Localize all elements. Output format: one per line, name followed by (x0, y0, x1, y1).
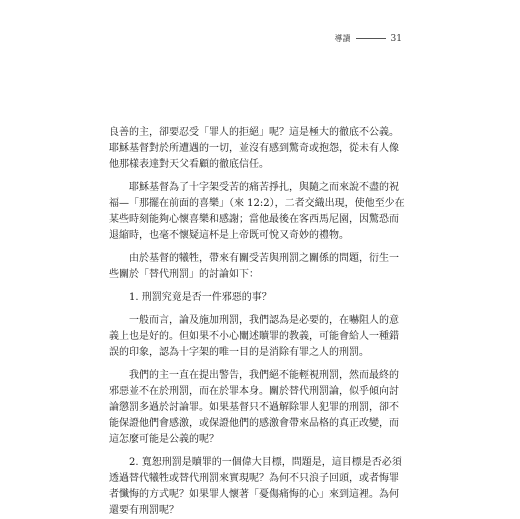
text-line: 誤的印象，認為十字架的唯一目的是消除有罪之人的刑罰。 (109, 347, 369, 358)
paragraph (109, 251, 417, 283)
text-line: 一般而言，論及施加刑罰，我們認為是必要的，在嚇阻人的意 (129, 315, 399, 326)
text-line: 還要有刑罰呢？ (109, 505, 179, 516)
paragraph (109, 368, 417, 448)
text-line: 良善的主，卻要忍受「罪人的拒絕」呢？這是極大的徹底不公義。 (109, 127, 399, 138)
paragraph (109, 125, 417, 173)
text-line: 能保證他們會感激，或保證他們的感激會帶來品格的真正改變，而 (109, 418, 399, 429)
text-line: 耶穌基督對於所遭遇的一切，並沒有感到驚奇或抱怨，從未有人像 (109, 143, 399, 154)
text-line: 由於基督的犧牲，帶來有關受苦與刑罰之關係的問題，衍生一 (129, 253, 399, 264)
text-line: 些關於「替代刑罰」的討論如下： (109, 269, 259, 280)
question-paragraph (109, 455, 417, 519)
text-line: 我們的主一直在提出警告，我們絕不能輕視刑罰，然而最終的 (129, 370, 399, 381)
text-line: 義上也是好的。但如果不小心闡述贖罪的教義，可能會給人一種錯 (109, 331, 399, 342)
text-line: 退縮時，也毫不懷疑這杯是上帝既可悅又奇妙的禮物。 (109, 230, 349, 241)
text-line: 者懺悔的方式呢？如果罪人懷著「憂傷痛悔的心」來到這裡。為何 (109, 489, 399, 500)
header-rule (356, 38, 386, 39)
section-title: 導讀 (334, 34, 351, 43)
text-line: 2. 寬恕刑罰是贖罪的一個偉大目標，問題是，這目標是否必須 (129, 457, 402, 468)
text-line: 某些時刻能夠心懷喜樂和感謝；當他最後在客西馬尼園，因驚恐而 (109, 214, 399, 225)
text-line: 耶穌基督為了十字架受苦的痛苦掙扎，與隨之而來說不盡的祝 (129, 182, 399, 193)
paragraph (109, 180, 417, 244)
text-line: 論懲罰多過於討論罪。如果基督只不過解除罪人犯罪的刑罰，卻不 (109, 402, 399, 413)
text-line: 這怎麼可能是公義的呢？ (109, 434, 219, 445)
text-line: 透過替代犧牲或替代刑罰來實現呢？為何不只浪子回頭，或者悔罪 (109, 473, 399, 484)
text-line: 福—「那擺在前面的喜樂」（來 12:2），二者交織出現，使他至少在 (109, 198, 405, 209)
text-line: 1. 刑罰究竟是否一件邪惡的事？ (129, 292, 272, 303)
text-line: 邪惡並不在於刑罰，而在於罪本身。關於替代刑罰論，似乎傾向討 (109, 386, 399, 397)
running-head (335, 33, 402, 44)
text-line: 他那樣表達對天父看顧的徹底信任。 (109, 159, 269, 170)
question-heading (109, 290, 417, 306)
body-text (109, 125, 417, 519)
page-number: 31 (390, 33, 402, 44)
paragraph (109, 313, 417, 361)
